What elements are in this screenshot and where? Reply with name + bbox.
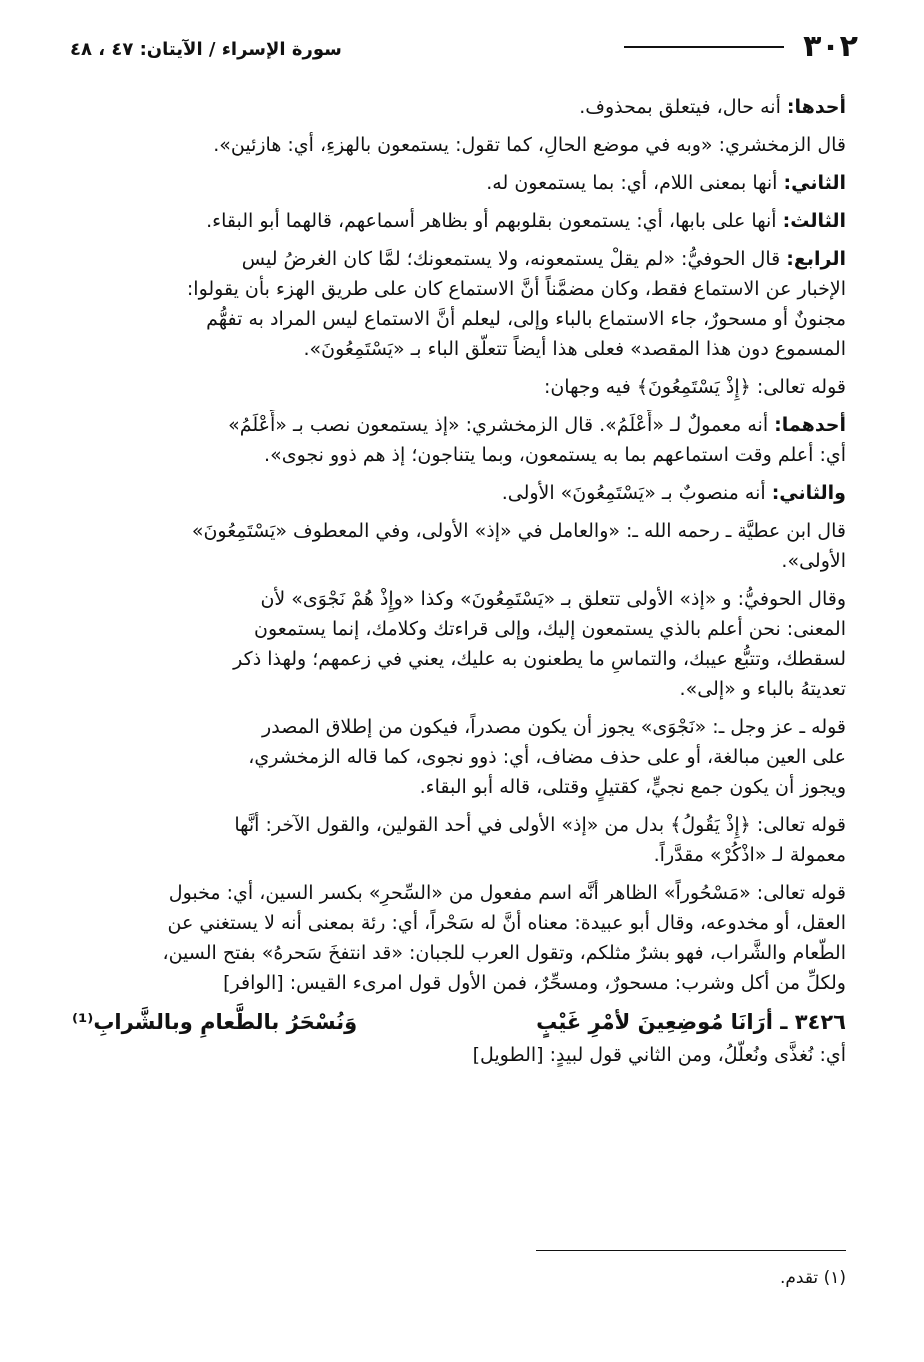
line-text: قوله تعالى: «مَسْحُوراً» الظاهر أنَّه اسم مفعول من «السِّحرِ» بكسر السين، أي: مخبول xyxy=(168,882,846,904)
text-line xyxy=(72,92,846,122)
paragraph-lead: الثالث: xyxy=(782,210,846,232)
line-text: قوله ـ عز وجل ـ: «نَجْوَى» يجوز أن يكون مصدراً، فيكون من إطلاق المصدر xyxy=(262,716,846,738)
text-line xyxy=(72,274,846,304)
text-line xyxy=(72,546,846,576)
text-line xyxy=(72,840,846,870)
text-line xyxy=(72,878,846,908)
paragraph-lead: الرابع: xyxy=(786,248,846,270)
line-text: وقال الحوفيُّ: و «إذ» الأولى تتعلق بـ «يَسْتَمِعُونَ» وكذا «وإِذْ هُمْ نَجْوَى» لأن xyxy=(260,588,846,610)
footnote: (١) تقدم. xyxy=(779,1268,846,1288)
line-text: الإخبار عن الاستماع فقط، وكان مضمَّناً أنَّ الاستماع كان على طريق الهزء بأن يقولوا: xyxy=(186,278,846,300)
paragraph xyxy=(72,584,846,704)
line-text: أنه منصوبٌ بـ «يَسْتَمِعُونَ» الأولى. xyxy=(501,482,766,504)
paragraph xyxy=(72,1040,846,1070)
text-line xyxy=(72,742,846,772)
text-line: أي: نُغذَّى ونُعلَّلُ، ومن الثاني قول لبيدٍ: [الطويل] xyxy=(472,1044,846,1066)
text-line xyxy=(72,516,846,546)
paragraph-lead: أحدها: xyxy=(786,96,846,118)
page-body xyxy=(72,92,846,1078)
paragraph xyxy=(72,878,846,998)
text-line xyxy=(72,938,846,968)
line-text: قال الحوفيُّ: «لم يقلْ يستمعونه، ولا يستمعونك؛ لمَّا كان الغرضُ ليس xyxy=(241,248,781,270)
paragraph xyxy=(72,92,846,122)
line-text: قوله تعالى: ﴿إِذْ يَسْتَمِعُونَ﴾ فيه وجهان: xyxy=(543,376,846,398)
line-text: ولكلِّ من أكل وشرب: مسحورٌ، ومسحِّرٌ، فمن الأول قول امرىء القيس: [الوافر] xyxy=(223,972,846,994)
line-text: أنها بمعنى اللام، أي: بما يستمعون له. xyxy=(486,172,778,194)
line-text: أنه معمولٌ لـ «أَعْلَمُ». قال الزمخشري: «إذ يستمعون نصب بـ «أَعْلَمُ» xyxy=(228,414,769,436)
text-line xyxy=(72,810,846,840)
line-text: العقل، أو مخدوعه، وقال أبو عبيدة: معناه أنَّ له سَحْراً، أي: رئة بمعنى أنه لا يستغني عن xyxy=(167,912,846,934)
text-line xyxy=(72,372,846,402)
page-number: ٣٠٢ xyxy=(803,29,858,64)
line-text: قوله تعالى: ﴿إِذْ يَقُولُ﴾ بدل من «إذ» الأولى في أحد القولين، والقول الآخر: أنَّها xyxy=(234,814,846,836)
paragraph xyxy=(72,130,846,160)
line-text: قال ابن عطيَّة ـ رحمه الله ـ: «والعامل في «إذ» الأولى، وفي المعطوف «يَسْتَمِعُونَ» xyxy=(191,520,846,542)
text-line xyxy=(72,130,846,160)
line-text: تعديتهُ بالباء و «إلى». xyxy=(679,678,846,700)
paragraph xyxy=(72,712,846,802)
running-title: سورة الإسراء / الآيتان: ٤٧ ، ٤٨ xyxy=(70,39,342,60)
text-line xyxy=(72,168,846,198)
paragraph xyxy=(72,168,846,198)
line-text: قال الزمخشري: «وبه في موضع الحالِ، كما تقول: يستمعون بالهزءِ، أي: هازئين». xyxy=(213,134,846,156)
line-text: المعنى: نحن أعلم بالذي يستمعون إليك، وإلى قراءتك وكلامك، إنما يستمعون xyxy=(254,618,846,640)
line-text: ويجوز أن يكون جمع نجيٍّ، كقتيلٍ وقتلى، قاله أبو البقاء. xyxy=(419,776,846,798)
line-text: الأولى». xyxy=(781,550,846,572)
text-line xyxy=(72,644,846,674)
text-line xyxy=(72,968,846,998)
text-line xyxy=(72,908,846,938)
line-text: لسقطك، وتتبُّع عيبك، والتماسِ ما يطعنون به عليك، يعني في زعمهم؛ ولهذا ذكر xyxy=(233,648,846,670)
line-text: معمولة لـ «اذْكُرْ» مقدَّراً. xyxy=(653,844,846,866)
paragraph-lead: أحدهما: xyxy=(774,414,846,436)
text-line xyxy=(72,712,846,742)
line-text: على العين مبالغة، أو على حذف مضاف، أي: ذوو نجوى، كما قاله الزمخشري، xyxy=(248,746,846,768)
paragraph xyxy=(72,478,846,508)
text-line xyxy=(72,244,846,274)
line-text: أي: أعلم وقت استماعهم بما به يستمعون، وبما يتناجون؛ إذ هم ذوو نجوى». xyxy=(264,444,846,466)
text-line xyxy=(72,304,846,334)
text-line xyxy=(72,674,846,704)
header-rule xyxy=(624,46,784,48)
footnote-rule xyxy=(536,1250,846,1251)
paragraph-lead: والثاني: xyxy=(771,482,846,504)
paragraph xyxy=(72,410,846,470)
line-text: أنه حال، فيتعلق بمحذوف. xyxy=(579,96,781,118)
line-text: المسموع دون هذا المقصد» فعلى هذا أيضاً تتعلَّق الباء بـ «يَسْتَمِعُونَ». xyxy=(303,338,846,360)
paragraph xyxy=(72,244,846,364)
verse-second-hemistich: وَنُسْحَرُ بالطَّعامِ وبالشَّرابِ⁽¹⁾ xyxy=(72,1010,358,1034)
line-text: أنها على بابها، أي: يستمعون بقلوبهم أو بظاهر أسماعهم، قالهما أبو البقاء. xyxy=(206,210,777,232)
paragraph xyxy=(72,372,846,402)
text-line xyxy=(72,584,846,614)
paragraph xyxy=(72,810,846,870)
line-text: مجنونٌ أو مسحورٌ، جاء الاستماع بالباء وإلى، ليعلم أنَّ الاستماع ليس المراد به تفهُّم xyxy=(206,308,846,330)
paragraph xyxy=(72,206,846,236)
paragraph xyxy=(72,516,846,576)
text-line xyxy=(72,440,846,470)
verse-first-hemistich: ٣٤٢٦ ـ أرَانَا مُوضِعِينَ لأمْرِ غَيْبٍ xyxy=(536,1010,846,1034)
line-text: الطَّعام والشَّراب، فهو بشرٌ مثلكم، وتقول العرب للجبان: «قد انتفخَ سَحرهُ» بفتح السين، xyxy=(162,942,846,964)
paragraph-lead: الثاني: xyxy=(783,172,846,194)
text-line xyxy=(72,478,846,508)
text-line xyxy=(72,334,846,364)
text-line xyxy=(72,206,846,236)
text-line xyxy=(72,410,846,440)
text-line xyxy=(72,772,846,802)
poetry-verse xyxy=(72,1006,846,1038)
text-line xyxy=(72,614,846,644)
